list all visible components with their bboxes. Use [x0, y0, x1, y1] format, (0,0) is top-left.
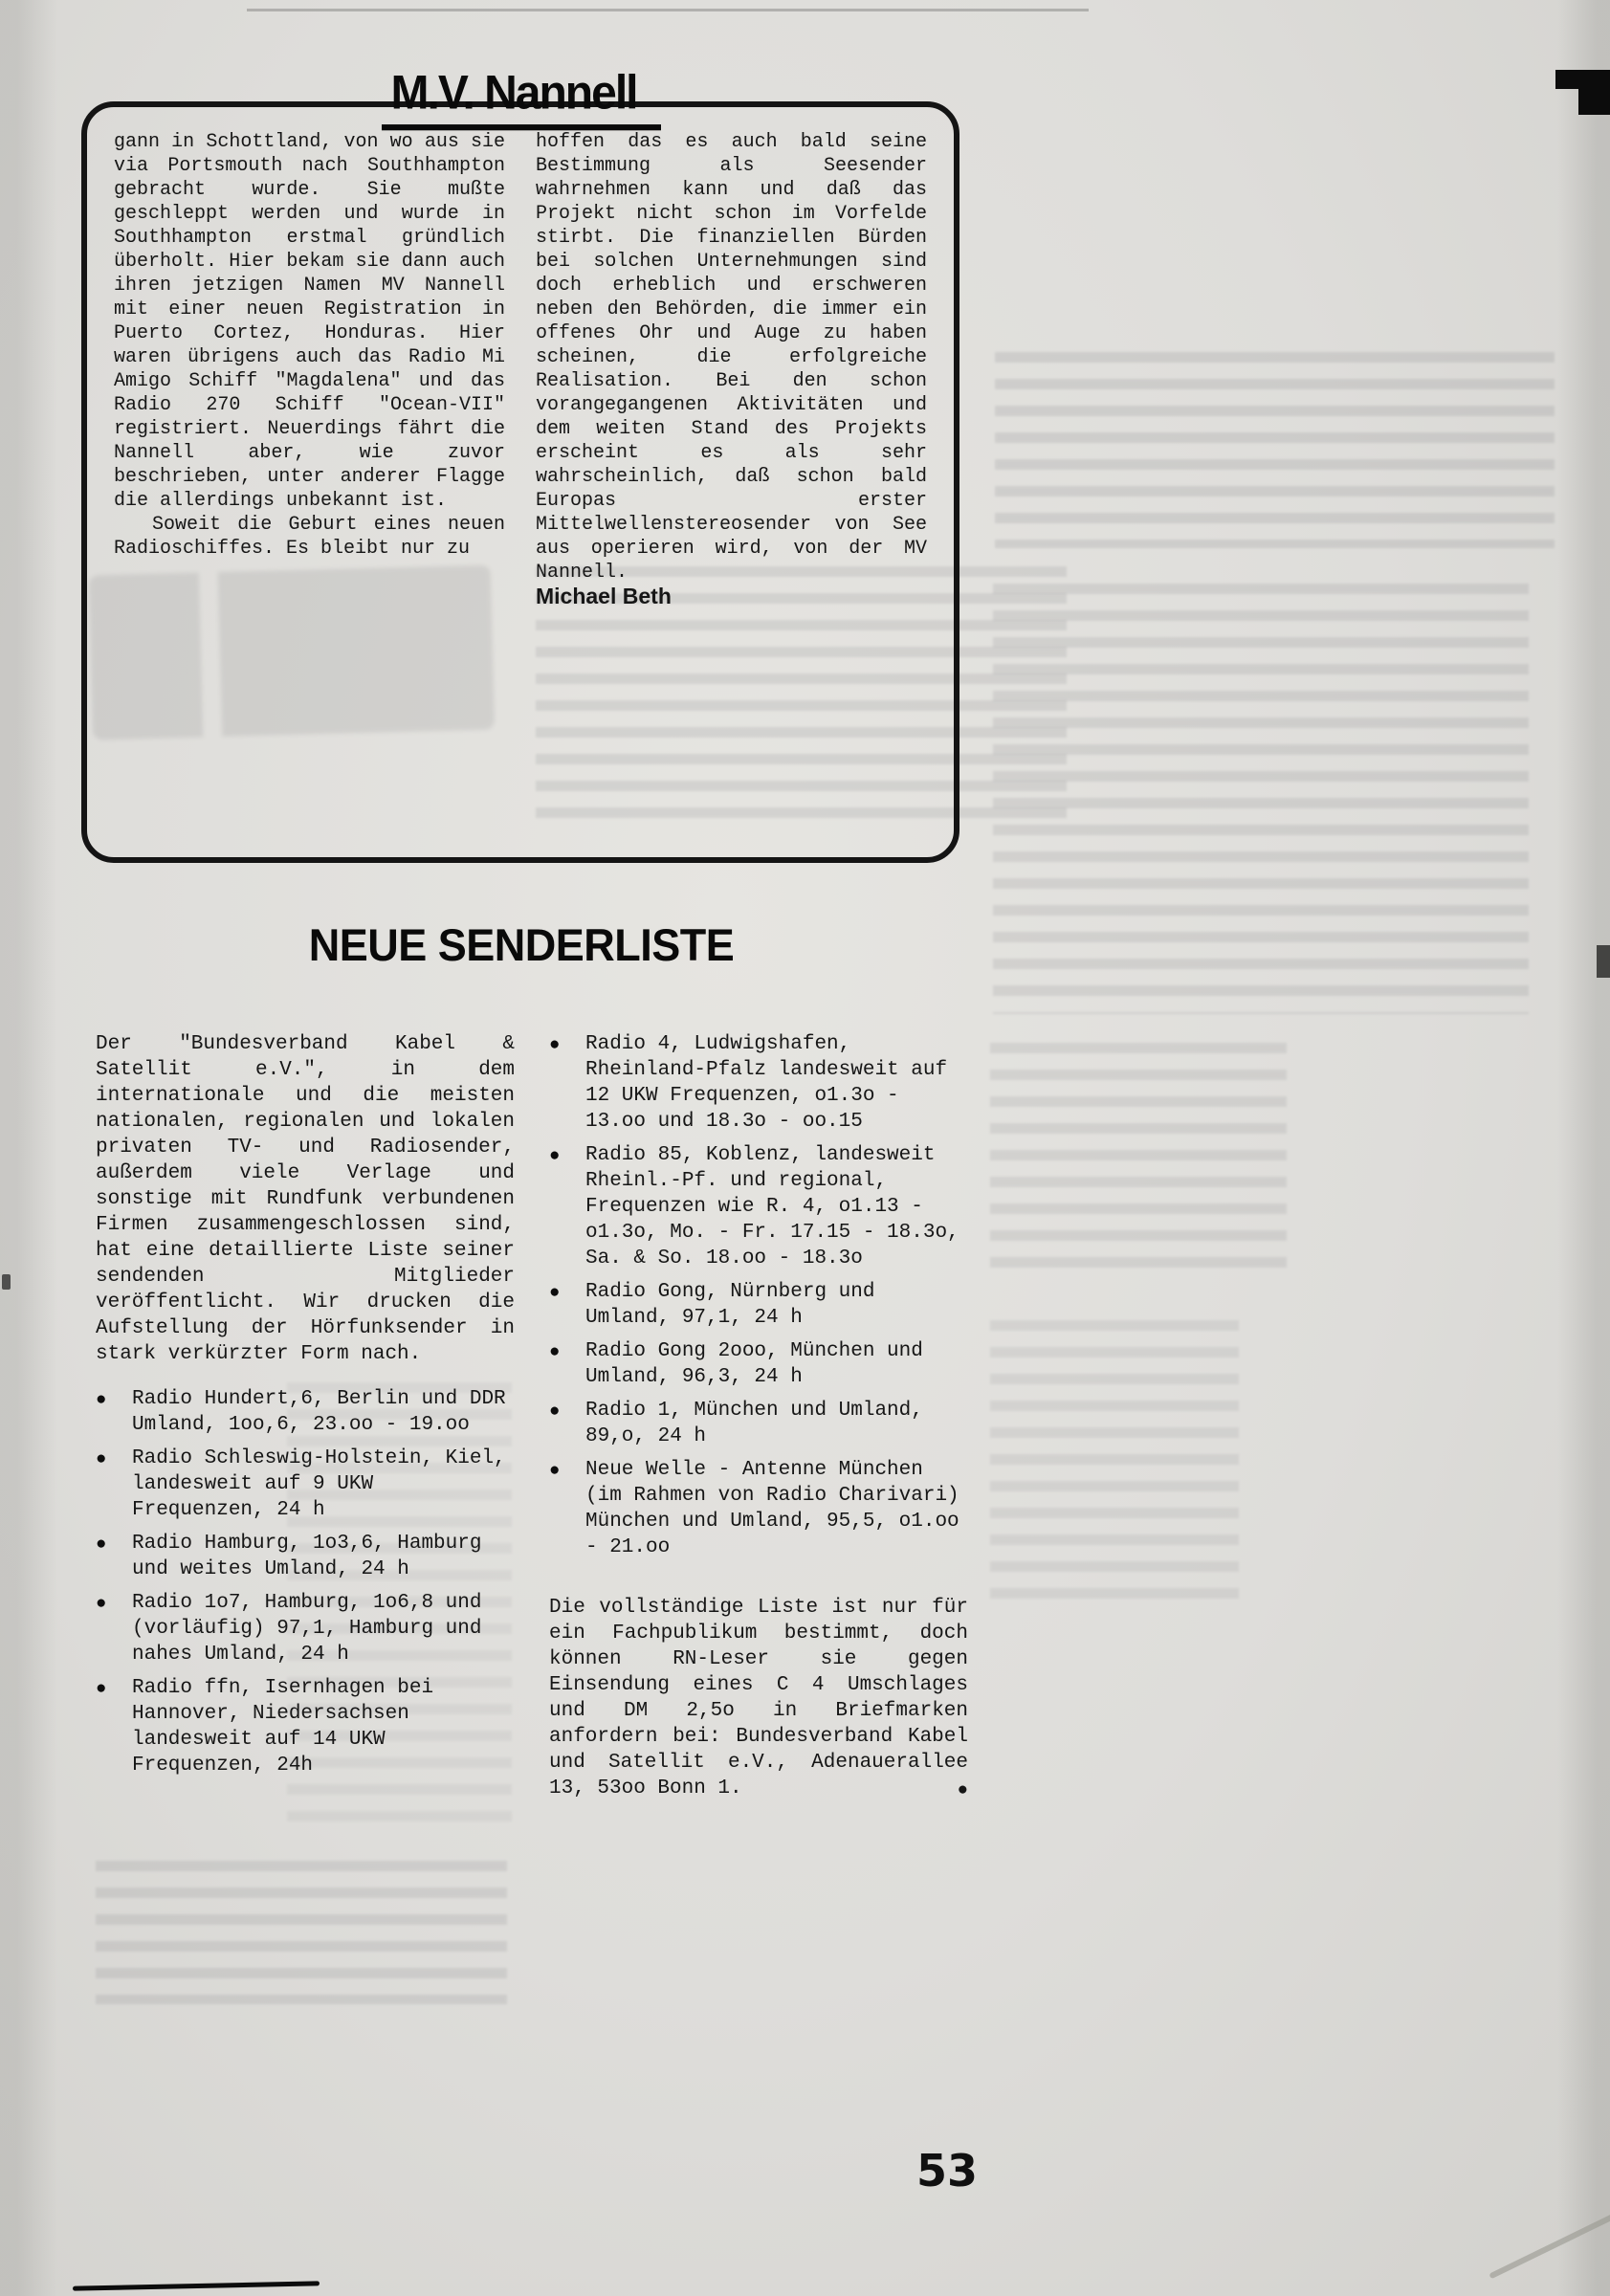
- article-paragraph: gann in Schottland, von wo aus sie via Portsmouth nach Southhampton gebracht wurde. Sie mußte geschleppt werden und wurde in Southhampton erstmal gründlich überholt. Hier bekam sie dann auch ihren jetzigen Namen MV Nannell mit einer neuen Registration in Puerto Cortez, Honduras. Hier waren übrigens auch das Radio Mi Amigo Schiff "Magdalena" und das Radio 270 Schiff "Ocean-VII" registriert. Neuerdings fährt die Nannell aber, wie zuvor beschrieben, unter anderer Flagge die allerdings unbekannt ist.: [114, 131, 505, 512]
- station-text: Radio Gong 2ooo, München und Umland, 96,3, 24 h: [585, 1340, 923, 1388]
- scan-artifact-edge-speck: [2, 1274, 11, 1290]
- station-list-item: [549, 1457, 968, 1560]
- station-list-item: [96, 1386, 515, 1438]
- bullet-icon: ●: [96, 1448, 107, 1469]
- bullet-icon: ●: [549, 1341, 561, 1362]
- bullet-icon: ●: [96, 1678, 107, 1699]
- station-list-item: [549, 1279, 968, 1331]
- station-text: Radio Gong, Nürnberg und Umland, 97,1, 24 h: [585, 1281, 875, 1329]
- bleedthrough-text-area: [96, 1861, 507, 2004]
- article-paragraph: Soweit die Geburt eines neuen Radioschiffes. Es bleibt nur zu: [114, 514, 505, 560]
- article-left-column: [114, 130, 505, 608]
- station-list: [549, 1031, 968, 1560]
- article-right-column: [536, 130, 927, 608]
- author-byline: Michael Beth: [536, 584, 672, 608]
- station-text: Radio Hamburg, 1o3,6, Hamburg und weites Umland, 24 h: [132, 1533, 482, 1580]
- bullet-icon: ●: [549, 1401, 561, 1422]
- bullet-icon: ●: [549, 1145, 561, 1166]
- order-info-text: Die vollständige Liste ist nur für ein Fachpublikum bestimmt, doch können RN-Leser sie gegen Einsendung eines C 4 Umschlages und DM 2,5o in Briefmarken anfordern bei: Bundesverband Kabel und Satellit e.V., Adenauerallee 13, 53oo Bonn 1.: [549, 1597, 968, 1799]
- station-text: Radio 85, Koblenz, landesweit Rheinl.-Pf. und regional, Frequenzen wie R. 4, o1.13 - o1.3o, Mo. - Fr. 17.15 - 18.3o, Sa. & So. 18.oo - 18.3o: [585, 1144, 959, 1269]
- station-list-item: [549, 1338, 968, 1390]
- bullet-icon: ●: [96, 1389, 107, 1410]
- station-list-item: [549, 1031, 968, 1135]
- bleedthrough-text-area: [993, 584, 1529, 1014]
- station-text: Radio 1o7, Hamburg, 1o6,8 und (vorläufig) 97,1, Hamburg und nahes Umland, 24 h: [132, 1592, 482, 1666]
- article-paragraph: hoffen das es auch bald seine Bestimmung als Seesender wahrnehmen kann und daß das Projekt nicht schon im Vorfelde stirbt. Die finanziellen Bürden bei solchen Unternehmungen sind doch erheblich und erschweren neben den Behörden, die immer ein offenes Ohr und Auge zu haben scheinen, die erfolgreiche Realisation. Bei den schon vorangegangenen Aktivitäten und dem weiten Stand des Projekts erscheint es als sehr wahrscheinlich, daß schon bald Europas erster Mittelwellenstereosender von See aus operieren wird, von der MV Nannell.: [536, 131, 927, 584]
- station-text: Radio 1, München und Umland, 89,o, 24 h: [585, 1400, 923, 1447]
- scan-artifact-top-line: [247, 9, 1089, 11]
- bullet-icon: ●: [549, 1282, 561, 1303]
- station-list: [96, 1386, 515, 1778]
- intro-paragraph: Der "Bundesverband Kabel & Satellit e.V.", in dem internationale und die meisten nationalen, regionalen und lokalen privaten TV- und Radiosender, außerdem viele Verlage und sonstige mit Rundfunk verbundenen Firmen zusammengeschlossen sind, hat eine detaillierte Liste seiner sendenden Mitglieder veröffentlicht. Wir drucken die Aufstellung der Hörfunksender in stark verkürzter Form nach.: [96, 1033, 515, 1365]
- station-text: Radio Hundert,6, Berlin und DDR Umland, 1oo,6, 23.oo - 19.oo: [132, 1388, 506, 1436]
- station-text: Radio 4, Ludwigshafen, Rheinland-Pfalz landesweit auf 12 UKW Frequenzen, o1.3o - 13.oo und 18.3o - oo.15: [585, 1033, 948, 1133]
- station-text: Radio ffn, Isernhagen bei Hannover, Niedersachsen landesweit auf 14 UKW Frequenzen, 24h: [132, 1677, 434, 1777]
- bullet-icon: ●: [549, 1034, 561, 1055]
- station-list-section: [96, 1031, 968, 1803]
- bullet-icon: ●: [96, 1534, 107, 1555]
- order-info-paragraph: [549, 1595, 968, 1803]
- bullet-icon: ●: [549, 1460, 561, 1481]
- section-heading: NEUE SENDERLISTE: [308, 918, 735, 971]
- scan-artifact-bottom-squiggle: [73, 2281, 320, 2290]
- scan-artifact-corner-mark: [1555, 70, 1610, 89]
- bleedthrough-text-area: [990, 1043, 1287, 1282]
- scan-artifact-edge-mark: [1597, 945, 1610, 978]
- station-list-item: [96, 1590, 515, 1667]
- station-text: Neue Welle - Antenne München (im Rahmen von Radio Charivari) München und Umland, 95,5, o1.oo - 21.oo: [585, 1459, 959, 1558]
- scan-artifact-corner-mark: [1578, 89, 1610, 115]
- end-mark-icon: ●: [957, 1779, 968, 1800]
- station-list-left-column: [96, 1031, 515, 1803]
- station-list-item: [96, 1675, 515, 1778]
- page-title: M.V. Nannell: [382, 66, 662, 131]
- page-number: 53: [916, 2145, 979, 2197]
- bleedthrough-text-area: [995, 352, 1555, 548]
- station-list-item: [96, 1446, 515, 1523]
- station-list-right-column: [549, 1031, 968, 1803]
- article-box: [81, 101, 959, 863]
- scan-artifact-bottom-streak: [1489, 2195, 1610, 2280]
- station-list-item: [549, 1142, 968, 1271]
- station-list-item: [96, 1531, 515, 1582]
- station-list-item: [549, 1398, 968, 1449]
- bleedthrough-text-area: [990, 1320, 1239, 1607]
- bullet-icon: ●: [96, 1593, 107, 1614]
- station-text: Radio Schleswig-Holstein, Kiel, landesweit auf 9 UKW Frequenzen, 24 h: [132, 1447, 506, 1521]
